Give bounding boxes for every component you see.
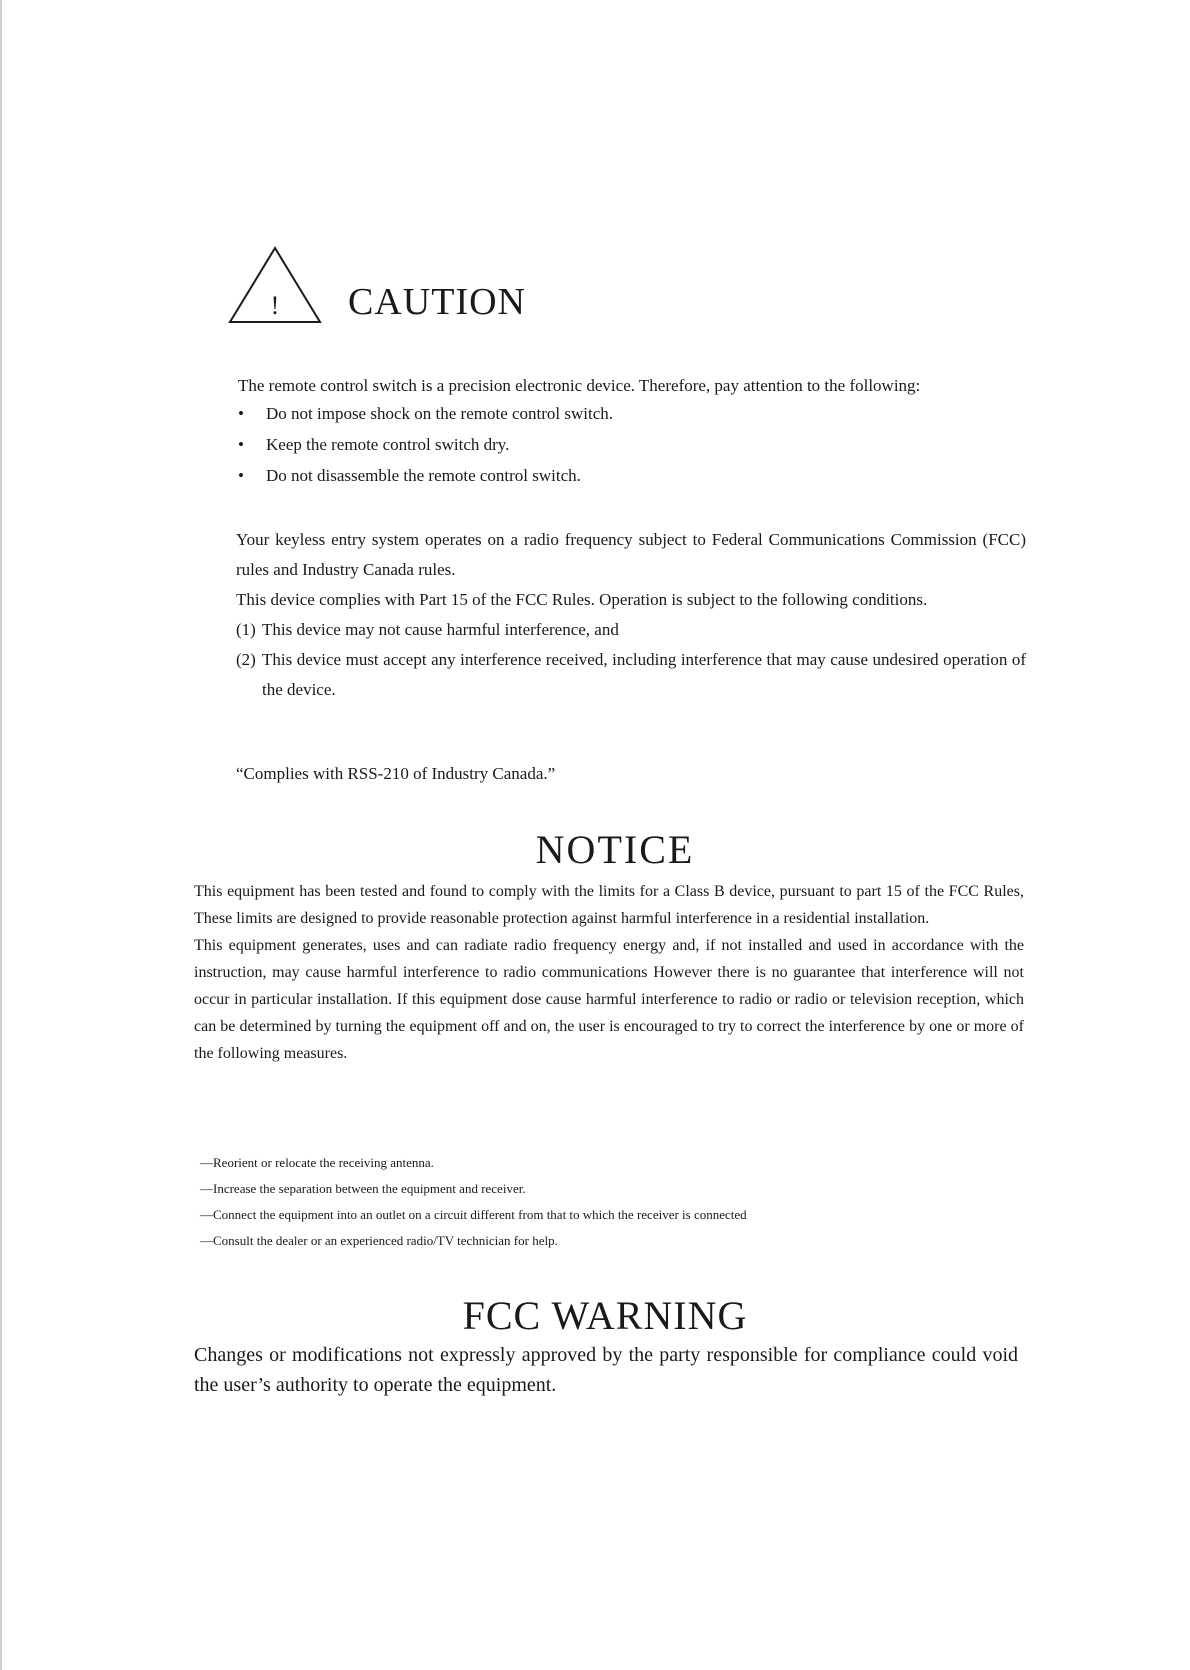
list-item: [238, 398, 613, 429]
bullet-glyph: •: [238, 466, 244, 485]
bullet-text: Keep the remote control switch dry.: [266, 435, 510, 454]
list-item: —Consult the dealer or an experienced radio/TV technician for help.: [200, 1233, 558, 1248]
fcc-paragraph: This device complies with Part 15 of the FCC Rules. Operation is subject to the following conditions.: [236, 590, 928, 609]
list-item: —Increase the separation between the equipment and receiver.: [200, 1181, 526, 1196]
notice-paragraph: This equipment has been tested and found to comply with the limits for a Class B device, pursuant to part 15 of the FCC Rules, These limits are designed to provide reasonable protection against harmful interference in a residential installation.: [194, 883, 1024, 927]
notice-heading: NOTICE: [535, 827, 695, 872]
measures-list: [200, 1150, 747, 1254]
bullet-text: Do not disassemble the remote control switch.: [266, 466, 581, 485]
notice-body: [194, 878, 1024, 1067]
fcc-compliance-block: [236, 525, 1026, 705]
bullet-glyph: •: [238, 435, 244, 454]
list-item: —Reorient or relocate the receiving antenna.: [200, 1155, 434, 1170]
bullet-glyph: •: [238, 404, 244, 423]
condition-text: This device may not cause harmful interference, and: [262, 620, 619, 639]
fcc-paragraph: Your keyless entry system operates on a radio frequency subject to Federal Communications Commission (FCC) rules and Industry Canada rules.: [236, 530, 1026, 579]
bullet-text: Do not impose shock on the remote control switch.: [266, 404, 614, 423]
condition-number: (1): [236, 620, 256, 639]
fcc-warning-heading: FCC WARNING: [462, 1293, 748, 1338]
warning-triangle-glyph: !: [270, 291, 280, 320]
fcc-warning-body: Changes or modifications not expressly approved by the party responsible for compliance could void the user’s authority to operate the equipment.: [194, 1344, 1018, 1396]
caution-heading: CAUTION: [348, 281, 526, 323]
list-item: —Connect the equipment into an outlet on a circuit different from that to which the receiver is connected: [200, 1207, 747, 1222]
warning-triangle-icon: [228, 246, 322, 324]
list-item: [238, 429, 613, 460]
condition-item: [236, 645, 1026, 705]
caution-bullet-list: [238, 398, 613, 491]
rss-compliance-note: “Complies with RSS-210 of Industry Canada.”: [236, 764, 556, 783]
notice-paragraph: This equipment generates, uses and can radiate radio frequency energy and, if not installed and used in accordance with the instruction, may cause harmful interference to radio communications However there is no guarantee that interference will not occur in particular installation. If this equipment dose cause harmful interference to radio or radio or television reception, which can be determined by turning the equipment off and on, the user is encouraged to try to correct the interference by one or more of the following measures.: [194, 937, 1024, 1062]
condition-item: [236, 615, 1026, 645]
caution-intro: The remote control switch is a precision electronic device. Therefore, pay attention to the following:: [238, 376, 921, 395]
condition-text: This device must accept any interference received, including interference that may cause undesired operation of the device.: [262, 650, 1026, 699]
condition-number: (2): [236, 650, 256, 669]
list-item: [238, 460, 613, 491]
